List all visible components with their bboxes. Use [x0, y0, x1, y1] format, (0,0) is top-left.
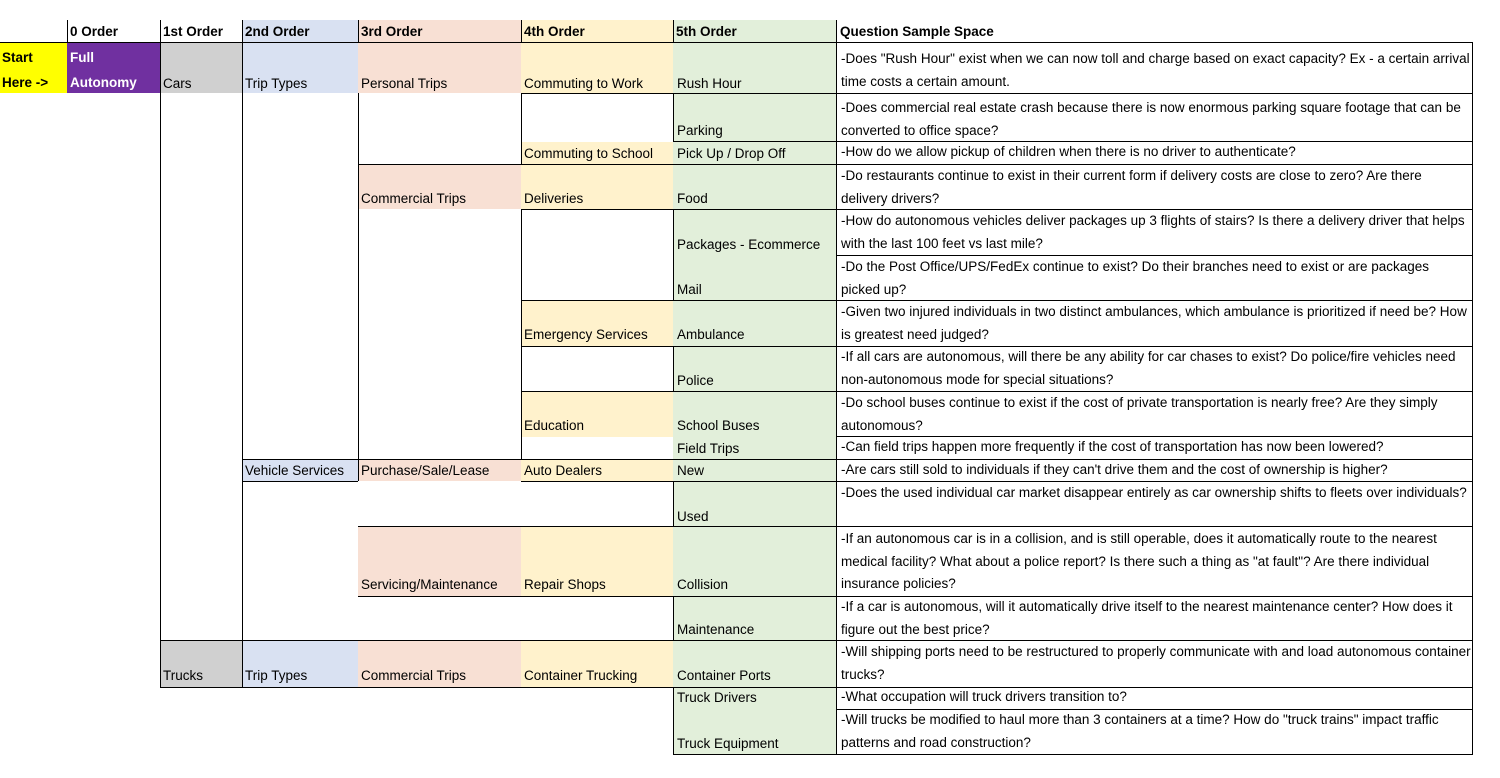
- question-truck-drivers: -What occupation will truck drivers transition to?: [841, 689, 1127, 704]
- question-ambulance: -Given two injured individuals in two distinct ambulances, which ambulance is prioritized if need be? How is greatest need judged?: [841, 304, 1467, 342]
- question-collision: -If an autonomous car is in a collision, and is still operable, does it automatically route to the nearest medical facility? What about a police report? Is there such a thing as "at fault"? Are there individual insurance policies?: [841, 531, 1437, 592]
- hline: [836, 255, 1473, 256]
- hline: [160, 687, 1473, 688]
- vehicle-services-label: Vehicle Services: [245, 463, 345, 478]
- truck-equipment-label: Truck Equipment: [677, 736, 779, 751]
- rush-hour-label: Rush Hour: [677, 76, 742, 91]
- hline: [358, 164, 1473, 165]
- hline: [521, 391, 1473, 392]
- pickup-label: Pick Up / Drop Off: [677, 146, 786, 161]
- vline: [836, 20, 837, 754]
- vline: [160, 20, 161, 687]
- commuting-school-label: Commuting to School: [524, 146, 654, 161]
- vline: [521, 93, 522, 164]
- personal-trips-label: Personal Trips: [361, 76, 448, 91]
- hline: [521, 481, 1473, 482]
- truck-drivers-label: Truck Drivers: [677, 690, 757, 705]
- hline: [358, 596, 1473, 597]
- emergency-label: Emergency Services: [524, 327, 648, 342]
- commuting-work-label: Commuting to Work: [524, 76, 644, 91]
- question-pickup: -How do we allow pickup of children when there is no driver to authenticate?: [841, 144, 1296, 159]
- root-label-line1: Full: [70, 50, 94, 65]
- vline: [521, 20, 522, 43]
- question-parking: -Does commercial real estate crash because there is now enormous parking square footage that can be converted to office space?: [841, 100, 1461, 138]
- start-label-line2: Here ->: [2, 75, 49, 90]
- question-used: -Does the used individual car market disappear entirely as car ownership shifts to fleets over individuals?: [841, 485, 1467, 500]
- hline: [521, 346, 1473, 347]
- hline: [836, 709, 1473, 710]
- food-label: Food: [677, 191, 708, 206]
- commercial-trips-label: Commercial Trips: [361, 191, 467, 206]
- vline: [242, 20, 243, 687]
- header-order0: 0 Order: [70, 24, 119, 39]
- parking-label: Parking: [677, 123, 723, 138]
- container-trucking-label: Container Trucking: [524, 668, 638, 683]
- question-truck-equipment: -Will trucks be modified to haul more than 3 containers at a time? How do "truck trains" impact traffic patterns and road construction?: [841, 712, 1439, 750]
- vline: [358, 20, 359, 43]
- header-order5: 5th Order: [676, 24, 737, 39]
- vline: [673, 596, 674, 640]
- question-packages: -How do autonomous vehicles deliver packages up 3 flights of stairs? Is there a delivery driver that helps with the last 100 feet vs last mile?: [841, 213, 1465, 251]
- hline: [242, 459, 1473, 460]
- trip-types-trucks-label: Trip Types: [245, 668, 308, 683]
- new-label: New: [677, 463, 705, 478]
- hline: [673, 141, 1473, 142]
- header-order2: 2nd Order: [245, 24, 310, 39]
- question-police: -If all cars are autonomous, will there be any ability for car chases to exist? Do police/fire vehicles need non-autonomous mode for special situations?: [841, 349, 1456, 387]
- commercial-trips-trucks-label: Commercial Trips: [361, 668, 467, 683]
- mail-label: Mail: [677, 282, 702, 297]
- question-food: -Do restaurants continue to exist in their current form if delivery costs are close to zero? Are there delivery drivers?: [841, 168, 1422, 206]
- maintenance-label: Maintenance: [677, 622, 755, 637]
- servicing-label: Servicing/Maintenance: [361, 577, 498, 592]
- field-trips-label: Field Trips: [677, 441, 740, 456]
- vline: [673, 93, 674, 142]
- question-new: -Are cars still sold to individuals if they can't drive them and the cost of ownership is higher?: [841, 462, 1388, 477]
- question-container-ports: -Will shipping ports need to be restructured to properly communicate with and load autonomous container trucks?: [841, 644, 1471, 682]
- question-mail: -Do the Post Office/UPS/FedEx continue to exist? Do their branches need to exist or are packages picked up?: [841, 259, 1430, 297]
- hline: [673, 754, 1473, 755]
- collision-label: Collision: [677, 577, 729, 592]
- vline: [673, 687, 674, 754]
- hline: [521, 300, 1473, 301]
- trip-types-cars-label: Trip Types: [245, 76, 308, 91]
- header-questions: Question Sample Space: [840, 24, 994, 39]
- question-maintenance: -If a car is autonomous, will it automatically drive itself to the nearest maintenance center? How does it figure out the best price?: [841, 599, 1453, 637]
- vline: [673, 481, 674, 526]
- vline: [358, 93, 359, 481]
- vline: [673, 346, 674, 391]
- vline: [1472, 43, 1473, 754]
- police-label: Police: [677, 373, 714, 388]
- hline: [0, 42, 1473, 43]
- vline: [67, 20, 68, 43]
- start-label-line1: Start: [2, 50, 33, 65]
- hline: [160, 640, 1473, 641]
- header-order3: 3rd Order: [361, 24, 423, 39]
- education-label: Education: [524, 418, 585, 433]
- hline: [836, 436, 1473, 437]
- auto-dealers-label: Auto Dealers: [524, 463, 603, 478]
- vline: [673, 209, 674, 300]
- school-buses-label: School Buses: [677, 418, 760, 433]
- header-order4: 4th Order: [524, 24, 585, 39]
- cars-label: Cars: [163, 76, 192, 91]
- vline: [521, 209, 522, 459]
- question-school-buses: -Do school buses continue to exist if the cost of private transportation is nearly free? Are they simply autonomous?: [841, 395, 1438, 433]
- vline: [673, 20, 674, 43]
- deliveries-label: Deliveries: [524, 191, 584, 206]
- question-rush-hour: -Does "Rush Hour" exist when we can now toll and charge based on exact capacity? Ex - a certain arrival time costs a certain amount.: [841, 51, 1470, 89]
- hline: [358, 526, 1473, 527]
- purchase-label: Purchase/Sale/Lease: [361, 463, 490, 478]
- root-label-line2: Autonomy: [70, 75, 137, 90]
- container-ports-label: Container Ports: [677, 668, 771, 683]
- hline: [521, 93, 1473, 94]
- hline: [521, 209, 1473, 210]
- question-field-trips: -Can field trips happen more frequently if the cost of transportation has now been lowered?: [841, 439, 1384, 454]
- repair-shops-label: Repair Shops: [524, 577, 606, 592]
- hline: [242, 481, 358, 482]
- ambulance-label: Ambulance: [677, 327, 745, 342]
- trucks-label: Trucks: [163, 668, 203, 683]
- packages-label: Packages - Ecommerce: [677, 237, 821, 252]
- header-order1: 1st Order: [163, 24, 224, 39]
- used-label: Used: [677, 509, 709, 524]
